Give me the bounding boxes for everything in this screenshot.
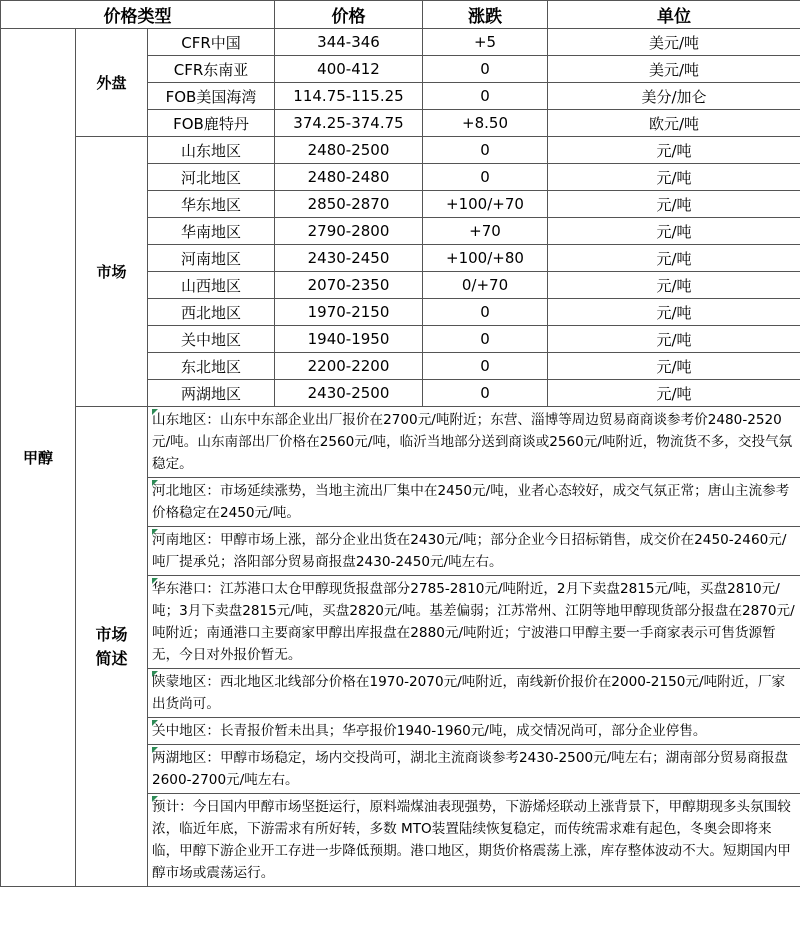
price-value: 2430-2450 — [275, 245, 423, 272]
region-name: 山东地区 — [148, 137, 275, 164]
market-label: 市场 — [76, 137, 148, 407]
summary-label-line1: 市场 — [95, 624, 128, 644]
price-value: 2200-2200 — [275, 353, 423, 380]
change-value: +100/+70 — [423, 191, 548, 218]
region-name: 东北地区 — [148, 353, 275, 380]
region-name: 河南地区 — [148, 245, 275, 272]
region-name: 关中地区 — [148, 326, 275, 353]
price-value: 374.25-374.75 — [275, 110, 423, 137]
header-unit: 单位 — [548, 1, 800, 29]
price-value: 2430-2500 — [275, 380, 423, 407]
summary-label-line2: 简述 — [95, 648, 128, 668]
summary-text: 两湖地区：甲醇市场稳定，场内交投尚可，湖北主流商谈参考2430-2500元/吨左右；湖南部分贸易商报盘2600-2700元/吨左右。 — [152, 750, 789, 788]
unit-value: 元/吨 — [548, 164, 800, 191]
region-name: FOB鹿特丹 — [148, 110, 275, 137]
summary-text: 河北地区：市场延续涨势，当地主流出厂集中在2450元/吨，业者心态较好，成交气氛正常；唐山主流参考价格稳定在2450元/吨。 — [152, 483, 790, 521]
summary-text: 华东港口：江苏港口太仓甲醇现货报盘部分2785-2810元/吨附近，2月下卖盘2815元/吨，买盘2810元/吨；3月下卖盘2815元/吨，买盘2820元/吨。基差偏弱；江苏常州、江阴等地甲醇现货部分报盘在2870元/吨附近；南通港口主要商家甲醇出库报盘在2880元/吨附近；宁波港口甲醇主要一手商家表示可售货源暂无，今日对外报价暂无。 — [152, 581, 795, 663]
change-value: 0 — [423, 56, 548, 83]
unit-value: 美分/加仑 — [548, 83, 800, 110]
unit-value: 元/吨 — [548, 191, 800, 218]
summary-text: 河南地区：甲醇市场上涨，部分企业出货在2430元/吨；部分企业今日招标销售，成交价在2450-2460元/吨厂提承兑；洛阳部分贸易商报盘2430-2450元/吨左右。 — [152, 532, 787, 570]
change-value: +5 — [423, 29, 548, 56]
summary-text: 陕蒙地区：西北地区北线部分价格在1970-2070元/吨附近，南线新价报价在2000-2150元/吨附近，厂家出货尚可。 — [152, 674, 786, 712]
region-name: 两湖地区 — [148, 380, 275, 407]
summary-row — [1, 407, 800, 478]
external-row — [1, 29, 800, 56]
price-value: 1940-1950 — [275, 326, 423, 353]
change-value: 0 — [423, 326, 548, 353]
region-name: 华南地区 — [148, 218, 275, 245]
price-value: 2070-2350 — [275, 272, 423, 299]
unit-value: 元/吨 — [548, 326, 800, 353]
change-value: 0 — [423, 137, 548, 164]
price-value: 2480-2500 — [275, 137, 423, 164]
header-change: 涨跌 — [423, 1, 548, 29]
summary-paragraph — [148, 478, 800, 527]
unit-value: 美元/吨 — [548, 29, 800, 56]
region-name: CFR中国 — [148, 29, 275, 56]
header-row — [1, 1, 800, 29]
summary-paragraph — [148, 527, 800, 576]
summary-text: 关中地区：长青报价暂未出具；华亭报价1940-1960元/吨，成交情况尚可，部分企业停售。 — [152, 723, 707, 739]
unit-value: 元/吨 — [548, 380, 800, 407]
unit-value: 元/吨 — [548, 299, 800, 326]
unit-value: 元/吨 — [548, 137, 800, 164]
change-value: +70 — [423, 218, 548, 245]
market-row — [1, 137, 800, 164]
price-value: 2480-2480 — [275, 164, 423, 191]
change-value: +100/+80 — [423, 245, 548, 272]
summary-label — [76, 407, 148, 887]
unit-value: 欧元/吨 — [548, 110, 800, 137]
summary-paragraph — [148, 745, 800, 794]
region-name: 华东地区 — [148, 191, 275, 218]
summary-paragraph — [148, 794, 800, 887]
header-price: 价格 — [275, 1, 423, 29]
product-label: 甲醇 — [1, 29, 76, 887]
price-value: 400-412 — [275, 56, 423, 83]
price-value: 344-346 — [275, 29, 423, 56]
region-name: 西北地区 — [148, 299, 275, 326]
change-value: 0 — [423, 353, 548, 380]
unit-value: 元/吨 — [548, 245, 800, 272]
price-value: 2790-2800 — [275, 218, 423, 245]
change-value: 0 — [423, 380, 548, 407]
unit-value: 元/吨 — [548, 272, 800, 299]
unit-value: 元/吨 — [548, 218, 800, 245]
summary-paragraph — [148, 407, 800, 478]
summary-paragraph — [148, 669, 800, 718]
summary-paragraph — [148, 576, 800, 669]
external-label: 外盘 — [76, 29, 148, 137]
unit-value: 美元/吨 — [548, 56, 800, 83]
price-value: 2850-2870 — [275, 191, 423, 218]
change-value: +8.50 — [423, 110, 548, 137]
header-type: 价格类型 — [1, 1, 275, 29]
region-name: CFR东南亚 — [148, 56, 275, 83]
summary-text: 山东地区：山东中东部企业出厂报价在2700元/吨附近；东营、淄博等周边贸易商商谈参考价2480-2520元/吨。山东南部出厂价格在2560元/吨，临沂当地部分送到商谈或2560元/吨附近，物流货不多，交投气氛稳定。 — [152, 412, 793, 472]
change-value: 0 — [423, 299, 548, 326]
change-value: 0 — [423, 164, 548, 191]
unit-value: 元/吨 — [548, 353, 800, 380]
change-value: 0/+70 — [423, 272, 548, 299]
price-value: 1970-2150 — [275, 299, 423, 326]
summary-paragraph — [148, 718, 800, 745]
price-value: 114.75-115.25 — [275, 83, 423, 110]
change-value: 0 — [423, 83, 548, 110]
region-name: FOB美国海湾 — [148, 83, 275, 110]
region-name: 山西地区 — [148, 272, 275, 299]
region-name: 河北地区 — [148, 164, 275, 191]
summary-text: 预计：今日国内甲醇市场坚挺运行，原料端煤油表现强势，下游烯烃联动上涨背景下，甲醇期现多头氛围较浓，临近年底，下游需求有所好转，多数 MTO装置陆续恢复稳定，而传统需求难有起色，冬奥会即将来临，甲醇下游企业开工存进一步降低预期。港口地区，期货价格震荡上涨，库存整体波动不大。短期国内甲醇市场或震荡运行。 — [152, 799, 791, 881]
